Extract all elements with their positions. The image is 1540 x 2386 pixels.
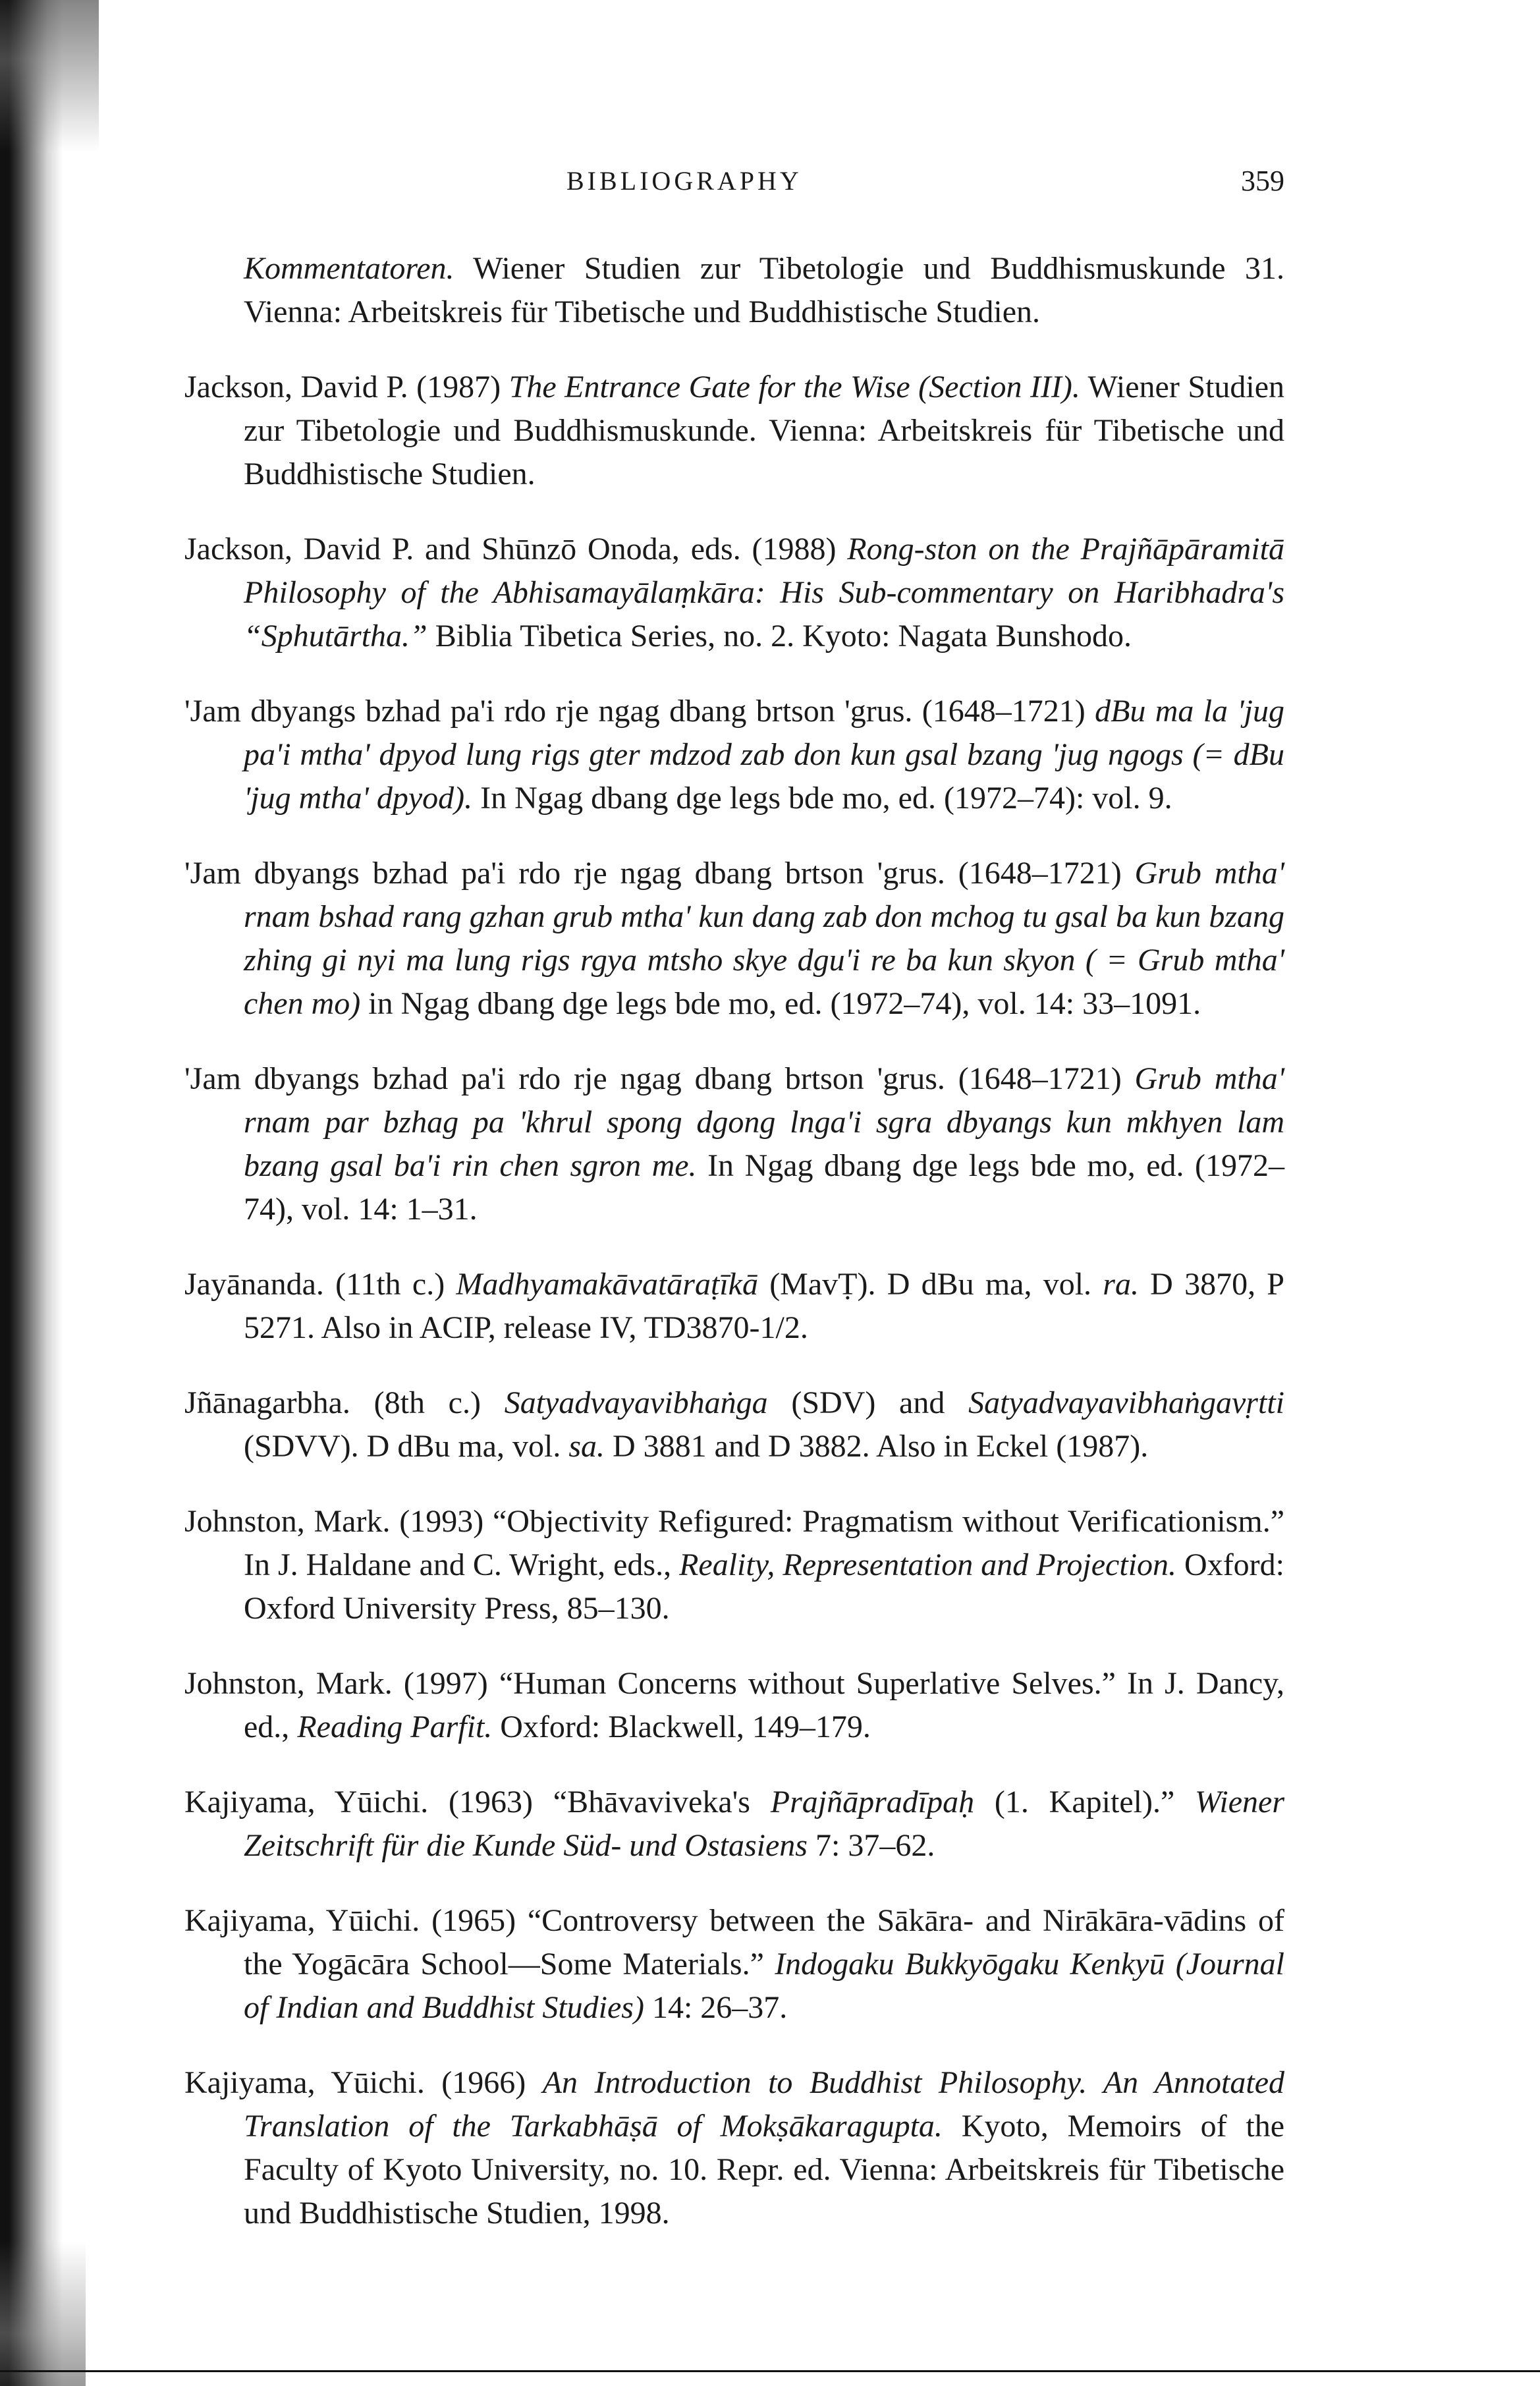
bibliography-entry bbox=[184, 1057, 1284, 1231]
entry-text: In Ngag dbang dge legs bde mo, ed. (1972–74): vol. 9. bbox=[472, 781, 1172, 816]
running-head: BIBLIOGRAPHY bbox=[566, 166, 802, 196]
entry-text: (1. Kapitel).” bbox=[974, 1785, 1196, 1819]
entry-text: 14: 26–37. bbox=[644, 1990, 788, 2025]
bibliography-entry bbox=[184, 528, 1284, 658]
bibliography-entry bbox=[184, 1263, 1284, 1350]
entry-text: Kajiyama, Yūichi. (1965) “Controversy between the Sākāra- and Nirākāra-vādins of the Yogācāra School—Some Materials.” bbox=[184, 1903, 1284, 1982]
entry-journal: Indogaku Bukkyōgaku Kenkyū (Journal of Indian and Buddhist Studies) bbox=[244, 1947, 1285, 2025]
bibliography-entry bbox=[184, 1500, 1284, 1630]
entry-text: Jackson, David P. (1987) bbox=[184, 370, 509, 404]
entry-text: 'Jam dbyangs bzhad pa'i rdo rje ngag dbang brtson 'grus. (1648–1721) bbox=[184, 694, 1095, 729]
entry-text: D 3870, P 5271. Also in ACIP, release IV, TD3870-1/2. bbox=[244, 1267, 1284, 1345]
entry-title: An Introduction to Buddhist Philosophy. An Annotated Translation of the Tarkabhāṣā of Mokṣākaragupta. bbox=[244, 2065, 1284, 2144]
bibliography-list bbox=[184, 247, 1284, 2267]
scan-bottom-edge bbox=[0, 2370, 1540, 2372]
entry-text: Jñānagarbha. (8th c.) bbox=[184, 1385, 505, 1420]
entry-text: Kyoto, Memoirs of the Faculty of Kyoto University, no. 10. Repr. ed. Vienna: Arbeitskreis für Tibetische und Buddhistische Studien, 1998. bbox=[244, 2109, 1284, 2231]
entry-title: The Entrance Gate for the Wise (Section III). bbox=[509, 370, 1080, 404]
entry-title: Satyadvayavibhaṅgavṛtti bbox=[968, 1385, 1284, 1420]
binding-corner-top bbox=[0, 0, 99, 152]
entry-text: 'Jam dbyangs bzhad pa'i rdo rje ngag dbang brtson 'grus. (1648–1721) bbox=[184, 856, 1135, 891]
entry-text: In Ngag dbang dge legs bde mo, ed. (1972–74), vol. 14: 1–31. bbox=[244, 1148, 1285, 1227]
entry-title: Reality, Representation and Projection. bbox=[679, 1547, 1177, 1582]
binding-shadow bbox=[0, 0, 63, 2386]
entry-title: Madhyamakāvatāraṭīkā bbox=[456, 1267, 758, 1302]
entry-text: in Ngag dbang dge legs bde mo, ed. (1972–74), vol. 14: 33–1091. bbox=[360, 986, 1201, 1021]
entry-text: Oxford: Oxford University Press, 85–130. bbox=[244, 1547, 1285, 1626]
bibliography-entry bbox=[184, 852, 1284, 1026]
entry-title: Grub mtha' rnam bshad rang gzhan grub mtha' kun dang zab don mchog tu gsal ba kun bzang zhing gi nyi ma lung rigs rgya mtsho skye dgu'i re ba kun skyon ( = Grub mtha' chen mo) bbox=[244, 856, 1284, 1021]
entry-text: Biblia Tibetica Series, no. 2. Kyoto: Nagata Bunshodo. bbox=[427, 619, 1132, 653]
entry-title: dBu ma la 'jug pa'i mtha' dpyod lung rigs gter mdzod zab don kun gsal bzang 'jug ngogs (= dBu 'jug mtha' dpyod). bbox=[244, 694, 1284, 816]
entry-text: Johnston, Mark. (1993) “Objectivity Refigured: Pragmatism without Verificationism.” In J. Haldane and C. Wright, eds., bbox=[184, 1504, 1284, 1582]
entry-text: Kajiyama, Yūichi. (1963) “Bhāvaviveka's bbox=[184, 1785, 771, 1819]
entry-text: 'Jam dbyangs bzhad pa'i rdo rje ngag dbang brtson 'grus. (1648–1721) bbox=[184, 1061, 1135, 1096]
bibliography-entry bbox=[184, 690, 1284, 820]
bibliography-entry bbox=[184, 1899, 1284, 2030]
entry-text: Kajiyama, Yūichi. (1966) bbox=[184, 2065, 543, 2100]
page-number: 359 bbox=[1241, 165, 1284, 197]
bibliography-entry bbox=[184, 1662, 1284, 1749]
entry-text: Johnston, Mark. (1997) “Human Concerns without Superlative Selves.” In J. Dancy, ed., bbox=[184, 1666, 1284, 1744]
entry-text: Oxford: Blackwell, 149–179. bbox=[492, 1709, 871, 1744]
bibliography-entry bbox=[184, 247, 1284, 334]
entry-title: Satyadvayavibhaṅga bbox=[504, 1385, 768, 1420]
bibliography-entry bbox=[184, 1381, 1284, 1468]
entry-text: 7: 37–62. bbox=[807, 1828, 935, 1863]
entry-text: (MavṬ). D dBu ma, vol. bbox=[757, 1267, 1103, 1302]
binding-corner-bottom bbox=[0, 2241, 86, 2386]
entry-text: D 3881 and D 3882. Also in Eckel (1987). bbox=[605, 1429, 1149, 1464]
entry-volume: sa. bbox=[568, 1429, 605, 1464]
entry-journal: Wiener Zeitschrift für die Kunde Süd- und Ostasiens bbox=[244, 1785, 1284, 1863]
entry-title: Rong-ston on the Prajñāpāramitā Philosophy of the Abhisamayālaṃkāra: His Sub-commentary on Haribhadra's “Sphutārtha.” bbox=[244, 532, 1285, 653]
entry-volume: ra. bbox=[1103, 1267, 1139, 1302]
entry-title: Reading Parfit. bbox=[297, 1709, 493, 1744]
entry-text: Jackson, David P. and Shūnzō Onoda, eds. (1988) bbox=[184, 532, 848, 567]
bibliography-entry bbox=[184, 366, 1284, 496]
bibliography-entry bbox=[184, 1781, 1284, 1868]
entry-title: Grub mtha' rnam par bzhag pa 'khrul spong dgong lnga'i sgra dbyangs kun mkhyen lam bzang gsal ba'i rin chen sgron me. bbox=[244, 1061, 1284, 1183]
entry-text: Wiener Studien zur Tibetologie und Buddhismuskunde. Vienna: Arbeitskreis für Tibetische und Buddhistische Studien. bbox=[244, 370, 1285, 491]
entry-text: (SDV) and bbox=[767, 1385, 969, 1420]
entry-text: Wiener Studien zur Tibetologie und Buddhismuskunde 31. Vienna: Arbeitskreis für Tibetische und Buddhistische Studien. bbox=[244, 251, 1284, 329]
entry-text: Jayānanda. (11th c.) bbox=[184, 1267, 456, 1302]
entry-title: Kommentatoren. bbox=[244, 251, 454, 286]
entry-text: (SDVV). D dBu ma, vol. bbox=[244, 1429, 569, 1464]
bibliography-entry bbox=[184, 2061, 1284, 2235]
entry-title: Prajñāpradīpaḥ bbox=[770, 1785, 975, 1819]
